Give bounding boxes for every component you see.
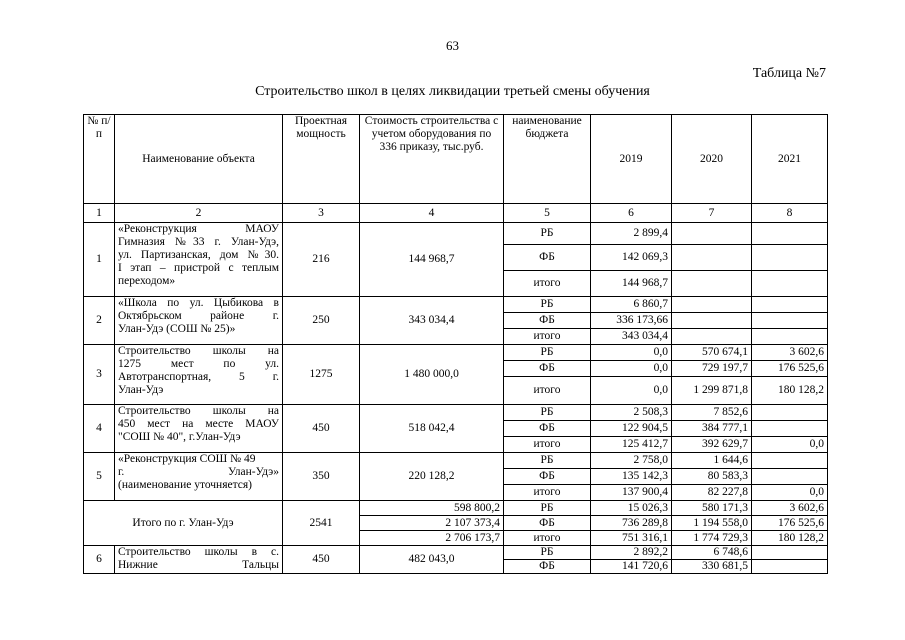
budget-type-cell: РБ — [504, 345, 591, 361]
table-row — [84, 453, 828, 469]
row-number: 3 — [84, 345, 115, 405]
value-2020-cell: 580 171,3 — [672, 501, 752, 516]
value-2019-cell: 0,0 — [591, 361, 672, 377]
value-2020-cell: 392 629,7 — [672, 437, 752, 453]
table-row — [84, 345, 828, 361]
row-number: 5 — [84, 453, 115, 501]
index-cell: 6 — [591, 204, 672, 223]
index-row — [84, 204, 828, 223]
value-2019-cell: 736 289,8 — [591, 516, 672, 531]
header-num: № п/п — [84, 115, 115, 204]
object-name — [115, 405, 283, 453]
total-cost-cell: 2 107 373,4 — [360, 516, 504, 531]
index-cell: 2 — [115, 204, 283, 223]
budget-type-cell: итого — [504, 329, 591, 345]
cost-cell: 482 043,0 — [360, 546, 504, 574]
object-name-line: «Реконструкция СОШ № 49 — [118, 453, 256, 465]
header-capacity: Проектная мощность — [283, 115, 360, 204]
object-name-line: Строительство школы на — [118, 345, 279, 357]
total-cost-cell: 2 706 173,7 — [360, 531, 504, 546]
object-name-line: Улан-Удэ — [118, 384, 164, 396]
budget-type-cell: итого — [504, 377, 591, 405]
object-name-line: 450 мест на месте МАОУ — [118, 418, 279, 430]
schools-construction-table — [83, 114, 828, 574]
cost-cell: 220 128,2 — [360, 453, 504, 501]
object-name-line: переходом» — [118, 275, 176, 287]
value-2020-cell: 330 681,5 — [672, 560, 752, 574]
row-number: 4 — [84, 405, 115, 453]
header-2021: 2021 — [752, 115, 828, 204]
budget-type-cell: ФБ — [504, 361, 591, 377]
budget-type-cell: РБ — [504, 297, 591, 313]
value-2021-cell: 0,0 — [752, 485, 828, 501]
value-2021-cell: 176 525,6 — [752, 361, 828, 377]
value-2020-cell — [672, 223, 752, 245]
capacity-cell: 250 — [283, 297, 360, 345]
value-2019-cell: 751 316,1 — [591, 531, 672, 546]
header-row — [84, 115, 828, 204]
object-name-line: Нижние Тальцы — [118, 559, 279, 571]
budget-type-cell: РБ — [504, 546, 591, 560]
value-2019-cell: 0,0 — [591, 345, 672, 361]
capacity-cell: 216 — [283, 223, 360, 297]
capacity-cell: 350 — [283, 453, 360, 501]
document-title: Строительство школ в целях ликвидации третьей смены обучения — [255, 84, 650, 99]
object-name-line: Улан-Удэ (СОШ № 25)» — [118, 323, 236, 335]
table-row — [84, 546, 828, 560]
capacity-cell: 450 — [283, 546, 360, 574]
budget-type-cell: итого — [504, 531, 591, 546]
value-2021-cell — [752, 421, 828, 437]
value-2019-cell: 2 899,4 — [591, 223, 672, 245]
capacity-cell: 1275 — [283, 345, 360, 405]
value-2019-cell: 336 173,66 — [591, 313, 672, 329]
value-2019-cell: 15 026,3 — [591, 501, 672, 516]
table-body — [84, 223, 828, 574]
row-number: 2 — [84, 297, 115, 345]
budget-type-cell: итого — [504, 485, 591, 501]
total-capacity: 2541 — [283, 501, 360, 546]
object-name — [115, 546, 283, 574]
index-cell: 8 — [752, 204, 828, 223]
object-name-line: "СОШ № 40", г.Улан-Удэ — [118, 431, 241, 443]
value-2021-cell — [752, 313, 828, 329]
value-2019-cell: 141 720,6 — [591, 560, 672, 574]
budget-type-cell: РБ — [504, 501, 591, 516]
value-2021-cell: 176 525,6 — [752, 516, 828, 531]
value-2020-cell: 384 777,1 — [672, 421, 752, 437]
budget-type-cell: ФБ — [504, 421, 591, 437]
index-cell: 3 — [283, 204, 360, 223]
value-2020-cell: 1 194 558,0 — [672, 516, 752, 531]
value-2021-cell — [752, 453, 828, 469]
value-2019-cell: 122 904,5 — [591, 421, 672, 437]
value-2020-cell — [672, 297, 752, 313]
value-2020-cell — [672, 245, 752, 271]
value-2020-cell: 1 774 729,3 — [672, 531, 752, 546]
value-2021-cell — [752, 271, 828, 297]
object-name-line: Автотранспортная, 5 г. — [118, 371, 279, 383]
budget-type-cell: ФБ — [504, 245, 591, 271]
value-2020-cell: 82 227,8 — [672, 485, 752, 501]
budget-type-cell: РБ — [504, 453, 591, 469]
budget-type-cell: итого — [504, 437, 591, 453]
row-number: 1 — [84, 223, 115, 297]
value-2019-cell: 137 900,4 — [591, 485, 672, 501]
budget-type-cell: РБ — [504, 223, 591, 245]
object-name-line: 1275 мест по ул. — [118, 358, 279, 370]
index-cell: 7 — [672, 204, 752, 223]
object-name — [115, 453, 283, 501]
value-2021-cell — [752, 223, 828, 245]
object-name-line: Строительство школы на — [118, 405, 279, 417]
object-name-line: Октябрьском районе г. — [118, 310, 279, 322]
value-2020-cell: 6 748,6 — [672, 546, 752, 560]
object-name — [115, 345, 283, 405]
budget-type-cell: РБ — [504, 405, 591, 421]
value-2019-cell: 142 069,3 — [591, 245, 672, 271]
object-name-line: Строительство школы в с. — [118, 546, 279, 558]
header-budget: наименование бюджета — [504, 115, 591, 204]
value-2021-cell: 180 128,2 — [752, 377, 828, 405]
index-cell: 5 — [504, 204, 591, 223]
value-2019-cell: 125 412,7 — [591, 437, 672, 453]
value-2021-cell: 0,0 — [752, 437, 828, 453]
value-2021-cell — [752, 546, 828, 560]
value-2020-cell: 1 299 871,8 — [672, 377, 752, 405]
object-name — [115, 223, 283, 297]
budget-type-cell: ФБ — [504, 469, 591, 485]
budget-type-cell: ФБ — [504, 560, 591, 574]
value-2019-cell: 135 142,3 — [591, 469, 672, 485]
index-cell: 1 — [84, 204, 115, 223]
object-name-line: Гимназия №33 г. Улан-Удэ, — [118, 236, 279, 248]
index-cell: 4 — [360, 204, 504, 223]
object-name — [115, 297, 283, 345]
cost-cell: 343 034,4 — [360, 297, 504, 345]
value-2021-cell — [752, 560, 828, 574]
value-2019-cell: 0,0 — [591, 377, 672, 405]
row-number: 6 — [84, 546, 115, 574]
table-row — [84, 297, 828, 313]
table-row — [84, 223, 828, 245]
value-2021-cell: 3 602,6 — [752, 345, 828, 361]
header-2019: 2019 — [591, 115, 672, 204]
cost-cell: 518 042,4 — [360, 405, 504, 453]
value-2019-cell: 2 758,0 — [591, 453, 672, 469]
table-row — [84, 405, 828, 421]
value-2020-cell: 570 674,1 — [672, 345, 752, 361]
value-2020-cell — [672, 313, 752, 329]
budget-type-cell: ФБ — [504, 313, 591, 329]
object-name-line: I этап – пристрой с теплым — [118, 262, 279, 274]
header-name: Наименование объекта — [115, 115, 283, 204]
header-cost: Стоимость строительства с учетом оборудования по 336 приказу, тыс.руб. — [360, 115, 504, 204]
value-2021-cell — [752, 245, 828, 271]
value-2019-cell: 2 892,2 — [591, 546, 672, 560]
value-2019-cell: 343 034,4 — [591, 329, 672, 345]
header-2020: 2020 — [672, 115, 752, 204]
value-2021-cell: 3 602,6 — [752, 501, 828, 516]
value-2020-cell: 7 852,6 — [672, 405, 752, 421]
value-2021-cell — [752, 329, 828, 345]
page-number: 63 — [446, 38, 459, 53]
object-name-line: «Реконструкция МАОУ — [118, 223, 279, 235]
budget-type-cell: ФБ — [504, 516, 591, 531]
object-name-line: ул. Партизанская, дом №30. — [118, 249, 279, 261]
value-2021-cell — [752, 469, 828, 485]
value-2021-cell — [752, 297, 828, 313]
budget-type-cell: итого — [504, 271, 591, 297]
total-label: Итого по г. Улан-Удэ — [84, 501, 283, 546]
cost-cell: 1 480 000,0 — [360, 345, 504, 405]
value-2021-cell — [752, 405, 828, 421]
value-2020-cell: 729 197,7 — [672, 361, 752, 377]
total-cost-cell: 598 800,2 — [360, 501, 504, 516]
value-2020-cell: 80 583,3 — [672, 469, 752, 485]
object-name-line: (наименование уточняется) — [118, 479, 252, 491]
object-name-line: «Школа по ул. Цыбикова в — [118, 297, 279, 309]
value-2020-cell: 1 644,6 — [672, 453, 752, 469]
capacity-cell: 450 — [283, 405, 360, 453]
value-2021-cell: 180 128,2 — [752, 531, 828, 546]
object-name-line: г. Улан-Удэ» — [118, 466, 279, 478]
value-2020-cell — [672, 271, 752, 297]
value-2020-cell — [672, 329, 752, 345]
value-2019-cell: 2 508,3 — [591, 405, 672, 421]
total-row — [84, 501, 828, 516]
table-label: Таблица №7 — [752, 66, 826, 81]
value-2019-cell: 6 860,7 — [591, 297, 672, 313]
cost-cell: 144 968,7 — [360, 223, 504, 297]
value-2019-cell: 144 968,7 — [591, 271, 672, 297]
